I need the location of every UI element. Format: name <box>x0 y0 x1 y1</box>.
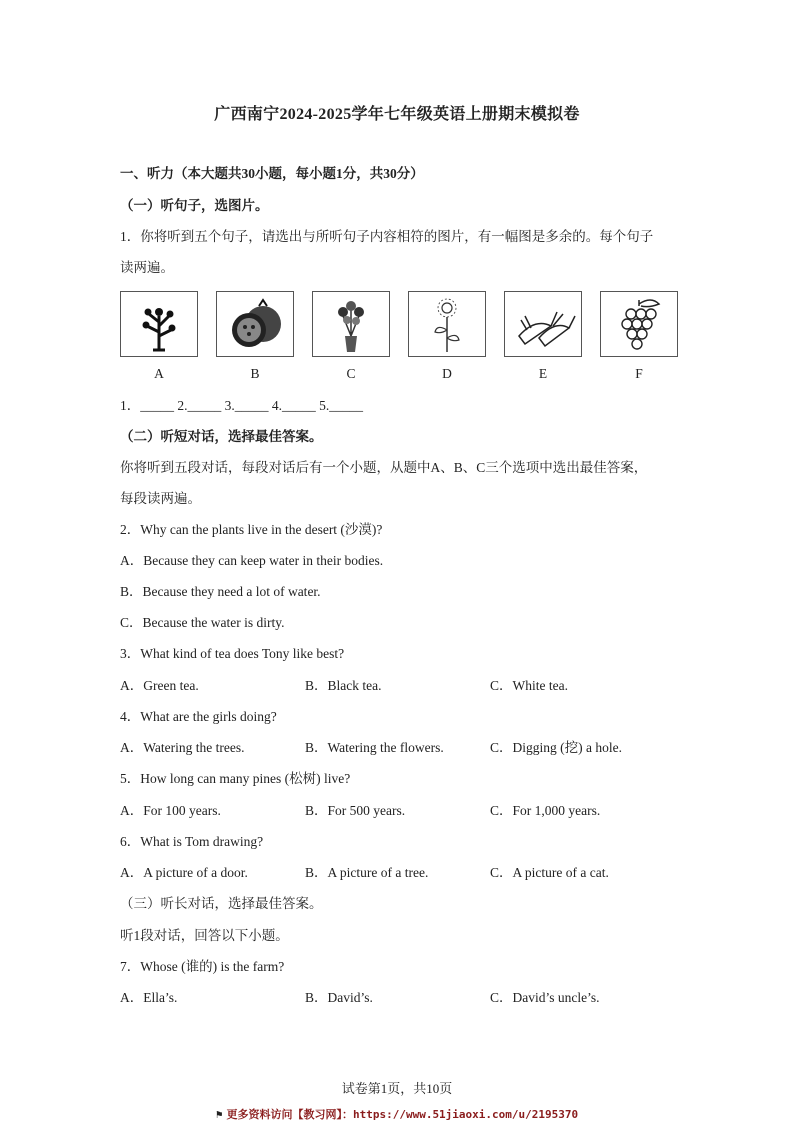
question-text: 5．How long can many pines (松树) live? <box>120 771 351 786</box>
option-text: A．A picture of a door. <box>120 865 248 880</box>
page-title: 广西南宁2024-2025学年七年级英语上册期末模拟卷 <box>214 106 580 123</box>
option-text: C．White tea. <box>490 678 568 693</box>
picture-letter: B <box>250 366 260 381</box>
option-text: B．A picture of a tree. <box>305 865 429 880</box>
picture-d <box>408 291 486 357</box>
option-text: B．For 500 years. <box>305 803 406 818</box>
question-text: 7．Whose (谁的) is the farm? <box>120 959 285 974</box>
picture-letter: D <box>442 366 452 381</box>
question-text: 4．What are the girls doing? <box>120 709 277 724</box>
page-footer: 试卷第1页，共10页 <box>341 1081 453 1096</box>
promo-link[interactable]: 更多资料访问【教习网】：https://www.51jiaoxi.com/u/2195370 <box>226 1108 579 1121</box>
option-text: A．For 100 years. <box>120 803 221 818</box>
sunflower-icon <box>409 292 485 356</box>
part-heading: （二）听短对话，选择最佳答案。 <box>120 429 323 444</box>
question-text: 读两遍。 <box>120 260 174 275</box>
grapes-icon <box>601 292 677 356</box>
option-text: A．Watering the trees. <box>120 740 245 755</box>
promo-banner[interactable] <box>0 1106 794 1122</box>
picture-c <box>312 291 390 357</box>
option-text: C．David’s uncle’s. <box>490 990 600 1005</box>
part-heading: （一）听句子，选图片。 <box>120 198 269 213</box>
picture-a <box>120 291 198 357</box>
instruction-text: 你将听到五段对话，每段对话后有一个小题，从题中A、B、C三个选项中选出最佳答案， <box>120 460 648 475</box>
question-text: 2．Why can the plants live in the desert (沙漠)? <box>120 522 383 537</box>
flower-vase-icon <box>313 292 389 356</box>
tomato-icon <box>217 292 293 356</box>
picture-b <box>216 291 294 357</box>
question-text: 1．你将听到五个句子，请选出与所听句子内容相符的图片，有一幅图是多余的。每个句子 <box>120 229 654 244</box>
picture-letter: E <box>538 366 548 381</box>
picture-letter: A <box>154 366 164 381</box>
part-heading: （三）听长对话，选择最佳答案。 <box>120 896 323 911</box>
section-heading: 一、听力（本大题共30小题，每小题1分，共30分） <box>120 166 424 181</box>
option-text: B．David’s. <box>305 990 373 1005</box>
option-text: C．For 1,000 years. <box>490 803 601 818</box>
option-text: B．Black tea. <box>305 678 382 693</box>
question-text: 6．What is Tom drawing? <box>120 834 264 849</box>
instruction-text: 听1段对话，回答以下小题。 <box>120 928 289 943</box>
option-text: C．Digging (挖) a hole. <box>490 740 622 755</box>
option-text: C．Because the water is dirty. <box>120 615 285 630</box>
picture-letters <box>120 366 680 386</box>
picture-e <box>504 291 582 357</box>
picture-letter: C <box>346 366 356 381</box>
picture-row <box>120 291 680 357</box>
option-text: C．A picture of a cat. <box>490 865 609 880</box>
answer-blanks: 1．_____ 2._____ 3._____ 4._____ 5._____ <box>120 398 363 413</box>
option-text: B．Because they need a lot of water. <box>120 584 321 599</box>
carrot-icon <box>505 292 581 356</box>
question-text: 3．What kind of tea does Tony like best? <box>120 646 345 661</box>
option-text: A．Green tea. <box>120 678 199 693</box>
tree-icon <box>121 292 197 356</box>
picture-letter: F <box>635 366 643 381</box>
option-text: A．Because they can keep water in their bodies. <box>120 553 384 568</box>
option-text: B．Watering the flowers. <box>305 740 444 755</box>
picture-f <box>600 291 678 357</box>
instruction-text: 每段读两遍。 <box>120 491 201 506</box>
flag-icon: ⚑ <box>215 1108 223 1121</box>
option-text: A．Ella’s. <box>120 990 178 1005</box>
